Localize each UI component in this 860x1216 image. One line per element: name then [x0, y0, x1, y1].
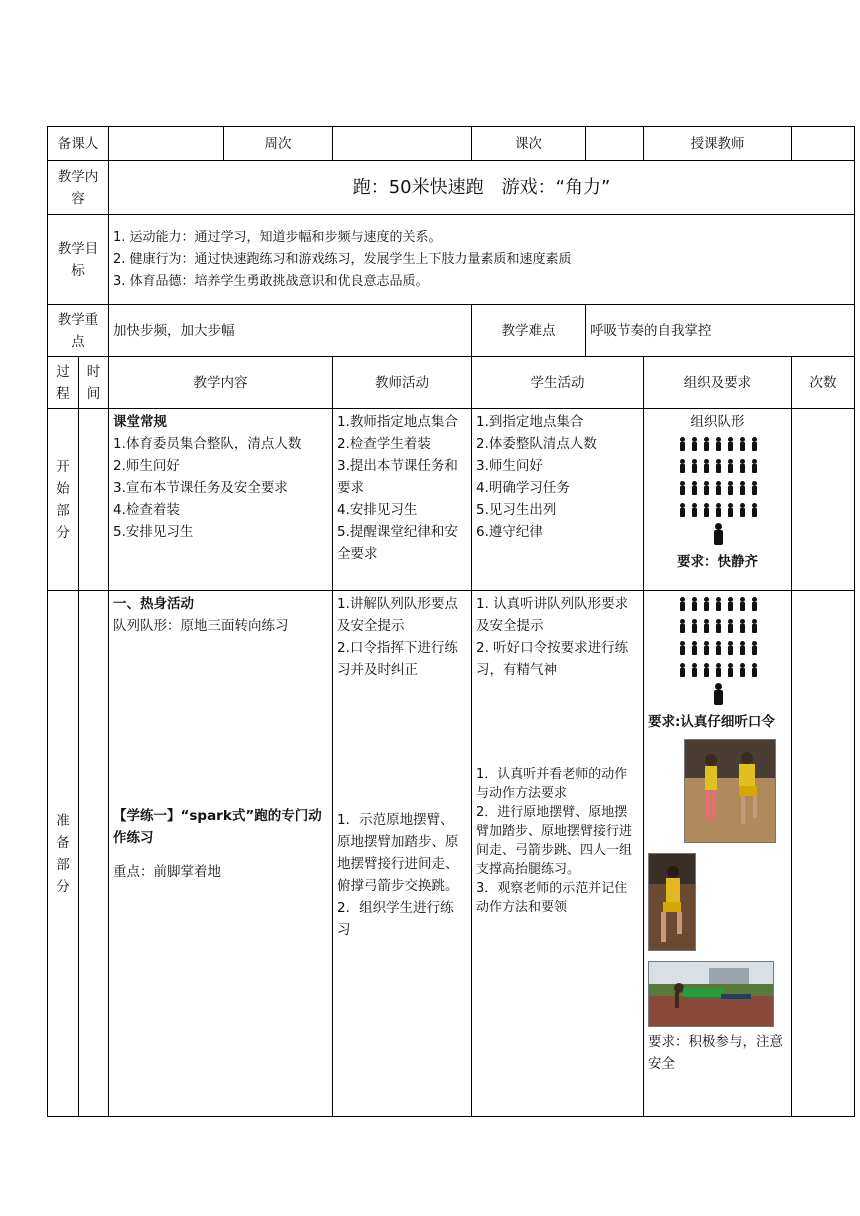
start-content-title: 课堂常规 — [113, 414, 167, 430]
difficulty-value: 呼吸节奏的自我掌控 — [586, 305, 855, 357]
objective-item: 3. 体育品德：培养学生勇敢挑战意识和优良意志品质。 — [113, 273, 429, 289]
start-teacher-item: 5.提醒课堂纪律和安全要求 — [337, 524, 458, 562]
prep-student-item: 2．进行原地摆臂、原地摆臂加踏步、原地摆臂接行进间走、弓箭步跳、四人一组支撑高抬腿练习。 — [476, 805, 633, 877]
preparer-value[interactable] — [109, 127, 224, 161]
start-content — [109, 409, 333, 591]
week-label-cell — [224, 127, 333, 161]
student-icon — [679, 459, 685, 473]
student-icon — [703, 619, 709, 633]
student-icon — [727, 503, 733, 517]
student-icon — [727, 597, 733, 611]
preparer-label: 备课人 — [48, 127, 109, 161]
student-icon — [715, 663, 721, 677]
keypoint-value: 加快步频，加大步幅 — [109, 305, 472, 357]
col-student: 学生活动 — [472, 357, 644, 409]
prep-phase-label: 准备部分 — [48, 591, 79, 1117]
start-phase-label: 开始部分 — [48, 409, 79, 591]
student-icon — [691, 597, 697, 611]
prep-teacher-item: 2．组织学生进行练习 — [337, 900, 454, 938]
student-icon — [739, 481, 745, 495]
formation-diagram — [648, 437, 787, 517]
student-icon — [727, 619, 733, 633]
teacher-value[interactable] — [792, 127, 855, 161]
student-icon — [751, 481, 757, 495]
student-icon — [715, 459, 721, 473]
start-content-item: 2.师生问好 — [113, 458, 180, 474]
prep-org-requirement-a: 要求:认真仔细听口令 — [648, 714, 775, 730]
student-icon — [727, 437, 733, 451]
prep-times-cell[interactable] — [792, 591, 855, 1117]
student-icon — [739, 663, 745, 677]
formation-row — [679, 597, 757, 611]
lesson-title: 跑：50米快速跑 游戏：“角力” — [109, 161, 855, 215]
formation-row — [679, 641, 757, 655]
prep-teacher-item: 1.讲解队列队形要点及安全提示 — [337, 596, 458, 634]
start-student-item: 3.师生问好 — [476, 458, 543, 474]
student-icon — [679, 437, 685, 451]
student-icon — [751, 597, 757, 611]
start-student-item: 4.明确学习任务 — [476, 480, 570, 496]
prep-org-requirement-b: 要求：积极参与，注意安全 — [648, 1034, 783, 1072]
objectives-label: 教学目标 — [48, 215, 109, 305]
prep-student-item: 3．观察老师的示范并记住动作方法和要领 — [476, 881, 628, 915]
student-icon — [751, 663, 757, 677]
prep-student-item: 2. 听好口令按要求进行练习，有精气神 — [476, 640, 629, 678]
week-value[interactable] — [333, 127, 472, 161]
student-icon — [703, 459, 709, 473]
student-icon — [679, 663, 685, 677]
teacher-icon — [712, 683, 724, 705]
drill-photo-lunge — [648, 853, 696, 951]
start-student-item: 1.到指定地点集合 — [476, 414, 584, 430]
student-icon — [751, 619, 757, 633]
student-icon — [727, 459, 733, 473]
start-content-item: 5.安排见习生 — [113, 524, 194, 540]
formation-row — [679, 619, 757, 633]
student-icon — [691, 503, 697, 517]
content-row — [48, 161, 855, 215]
start-org-title: 组织队形 — [690, 414, 745, 430]
start-student-item: 2.体委整队清点人数 — [476, 436, 597, 452]
student-icon — [679, 597, 685, 611]
col-content: 教学内容 — [109, 357, 333, 409]
student-icon — [739, 503, 745, 517]
student-icon — [703, 597, 709, 611]
prep-student-item: 1. 认真听讲队列队形要求及安全提示 — [476, 596, 629, 634]
col-time: 时间 — [79, 357, 109, 409]
drill-photo-two-students — [684, 739, 776, 843]
student-icon — [727, 481, 733, 495]
column-header-row — [48, 357, 855, 409]
start-student-item: 6.遵守纪律 — [476, 524, 543, 540]
student-icon — [727, 641, 733, 655]
teacher-label: 授课教师 — [644, 127, 792, 161]
objectives-list — [109, 215, 855, 305]
formation-row — [679, 503, 757, 517]
start-teacher-item: 1.教师指定地点集合 — [337, 414, 458, 430]
lesson-value[interactable] — [586, 127, 644, 161]
drill-photo-plank-jump — [648, 961, 774, 1027]
col-org: 组织及要求 — [644, 357, 792, 409]
prep-content — [109, 591, 333, 1117]
student-icon — [739, 437, 745, 451]
objectives-row — [48, 215, 855, 305]
objective-item: 2. 健康行为：通过快速跑练习和游戏练习，发展学生上下肢力量素质和速度素质 — [113, 251, 572, 267]
keypoints-row — [48, 305, 855, 357]
student-icon — [679, 619, 685, 633]
student-icon — [691, 437, 697, 451]
header-row — [48, 127, 855, 161]
start-student-item: 5.见习生出列 — [476, 502, 557, 518]
prep-student — [472, 591, 644, 1117]
student-icon — [691, 459, 697, 473]
warmup-text: 队列队形：原地三面转向练习 — [113, 618, 289, 634]
student-icon — [739, 619, 745, 633]
student-icon — [679, 641, 685, 655]
teacher-icon — [712, 523, 724, 545]
student-icon — [679, 503, 685, 517]
prep-student-list-b — [476, 765, 639, 917]
prep-student-item: 1．认真听并看老师的动作与动作方法要求 — [476, 767, 628, 801]
student-icon — [715, 619, 721, 633]
warmup-title: 一、热身活动 — [113, 596, 194, 612]
start-org — [644, 409, 792, 591]
col-teacher: 教师活动 — [333, 357, 472, 409]
col-process: 过程 — [48, 357, 79, 409]
student-icon — [691, 481, 697, 495]
student-icon — [739, 641, 745, 655]
lesson-plan-table — [47, 126, 855, 1117]
start-org-requirement: 要求：快静齐 — [677, 554, 758, 570]
student-icon — [703, 663, 709, 677]
student-icon — [703, 641, 709, 655]
drill-key-point: 重点：前脚掌着地 — [113, 864, 221, 880]
student-icon — [739, 459, 745, 473]
start-content-item: 4.检查着装 — [113, 502, 180, 518]
prep-time-cell[interactable] — [79, 591, 109, 1117]
start-teacher-item: 4.安排见习生 — [337, 502, 418, 518]
student-icon — [691, 619, 697, 633]
start-teacher-item: 2.检查学生着装 — [337, 436, 431, 452]
content-label: 教学内容 — [48, 161, 109, 215]
start-times-cell[interactable] — [792, 409, 855, 591]
prep-teacher — [333, 591, 472, 1117]
formation-row — [679, 481, 757, 495]
student-icon — [703, 437, 709, 451]
student-icon — [715, 437, 721, 451]
formation-diagram — [648, 597, 787, 677]
student-icon — [751, 503, 757, 517]
objective-item: 1. 运动能力：通过学习，知道步幅和步频与速度的关系。 — [113, 229, 442, 245]
col-times: 次数 — [792, 357, 855, 409]
student-icon — [751, 437, 757, 451]
week-label: 周次 — [264, 135, 292, 152]
drill-title: 【学练一】“spark式”跑的专门动作练习 — [113, 808, 322, 846]
start-content-item: 3.宣布本节课任务及安全要求 — [113, 480, 288, 496]
student-icon — [715, 503, 721, 517]
start-content-item: 1.体育委员集合整队，清点人数 — [113, 436, 302, 452]
student-icon — [751, 459, 757, 473]
student-icon — [691, 641, 697, 655]
lesson-plan-sheet — [47, 126, 837, 1117]
start-time-cell[interactable] — [79, 409, 109, 591]
student-icon — [679, 481, 685, 495]
student-icon — [691, 663, 697, 677]
formation-row — [679, 437, 757, 451]
prep-teacher-item: 1．示范原地摆臂、原地摆臂加踏步、原地摆臂接行进间走、俯撑弓箭步交换跳。 — [337, 812, 459, 894]
formation-row — [679, 663, 757, 677]
formation-row — [679, 459, 757, 473]
student-icon — [739, 597, 745, 611]
student-icon — [703, 481, 709, 495]
student-icon — [715, 481, 721, 495]
keypoint-label: 教学重点 — [48, 305, 109, 357]
prep-section-row — [48, 591, 855, 1117]
student-icon — [703, 503, 709, 517]
lesson-label: 课次 — [472, 127, 586, 161]
prep-teacher-item: 2.口令指挥下进行练习并及时纠正 — [337, 640, 458, 678]
prep-org — [644, 591, 792, 1117]
student-icon — [715, 597, 721, 611]
difficulty-label: 教学难点 — [472, 305, 586, 357]
student-icon — [727, 663, 733, 677]
start-section-row — [48, 409, 855, 591]
start-teacher — [333, 409, 472, 591]
start-student — [472, 409, 644, 591]
student-icon — [715, 641, 721, 655]
student-icon — [751, 641, 757, 655]
start-teacher-item: 3.提出本节课任务和要求 — [337, 458, 458, 496]
